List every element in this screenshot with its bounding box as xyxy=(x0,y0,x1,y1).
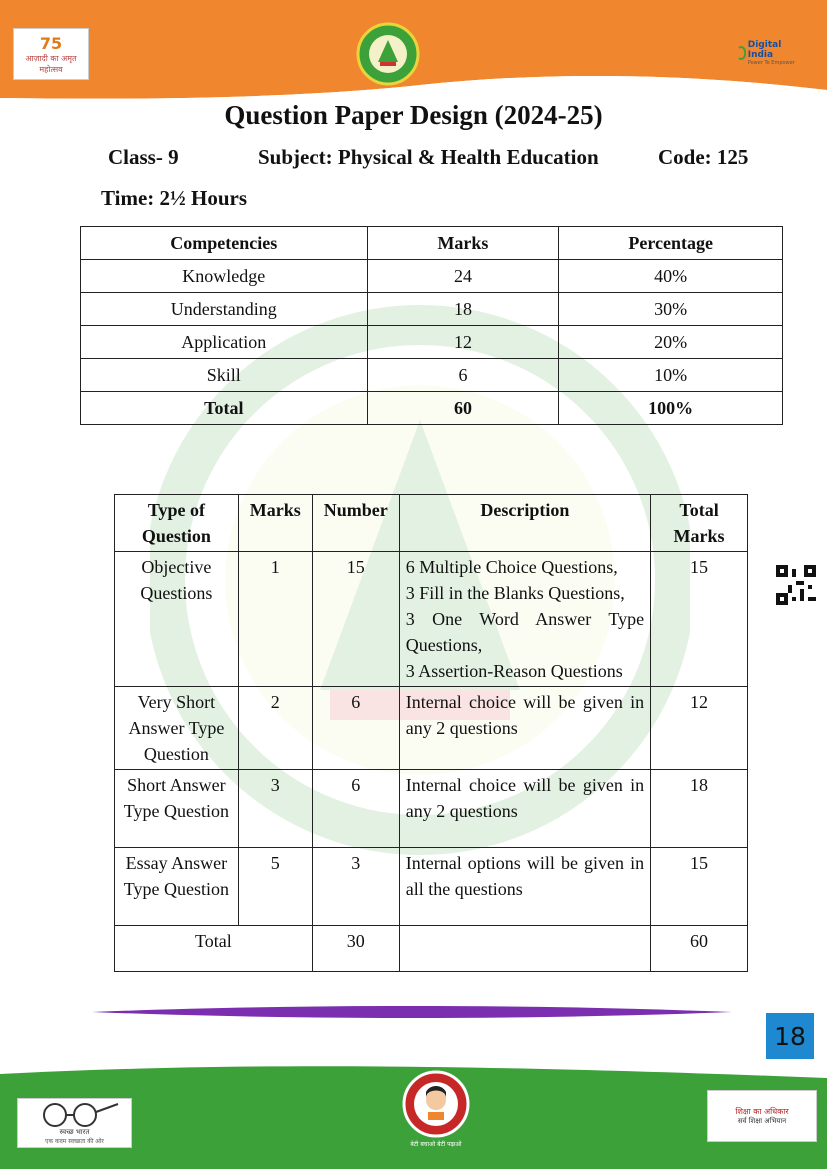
competency-table xyxy=(80,226,783,425)
table-cell: Total xyxy=(81,392,368,425)
decorative-divider xyxy=(92,1002,732,1022)
table-cell: 24 xyxy=(367,260,559,293)
column-header: Marks xyxy=(238,495,312,552)
board-seal-icon xyxy=(356,22,420,86)
table-cell: 30 xyxy=(312,926,399,972)
column-header: Number xyxy=(312,495,399,552)
table-cell: 6 xyxy=(367,359,559,392)
column-header: Competencies xyxy=(81,227,368,260)
swachh-bharat-logo: स्वच्छ भारत एक कदम स्वच्छता की ओर xyxy=(17,1098,132,1148)
table-cell: 6 xyxy=(312,687,399,770)
description-line: 6 Multiple Choice Questions, xyxy=(405,557,618,577)
shiksha-adhikar-logo: शिक्षा का अधिकार सर्व शिक्षा अभियान xyxy=(707,1090,817,1142)
table-row xyxy=(81,260,783,293)
table-cell: Essay Answer Type Question xyxy=(115,848,239,926)
table-cell: 20% xyxy=(559,326,783,359)
azadi-logo: 75 आज़ादी का अमृत महोत्सव xyxy=(13,28,89,80)
table-cell: 15 xyxy=(651,552,748,687)
table-cell: Internal options will be given in all the questions xyxy=(399,848,650,926)
table-row xyxy=(115,770,748,848)
table-cell: Short Answer Type Question xyxy=(115,770,239,848)
description-line: 3 Fill in the Blanks Questions, xyxy=(405,583,625,603)
qr-code-icon xyxy=(776,565,816,605)
table-cell: 5 xyxy=(238,848,312,926)
code-label: Code: 125 xyxy=(658,145,749,169)
description-cell xyxy=(399,552,650,687)
table-cell: 100% xyxy=(559,392,783,425)
column-header: Type of Question xyxy=(115,495,239,552)
digital-india-icon xyxy=(730,42,746,64)
glasses-icon xyxy=(30,1102,120,1128)
table-cell: 18 xyxy=(651,770,748,848)
table-cell: Knowledge xyxy=(81,260,368,293)
table-cell: 3 xyxy=(312,848,399,926)
table-row xyxy=(81,359,783,392)
table-cell: Objective Questions xyxy=(115,552,239,687)
beti-bachao-logo-icon xyxy=(402,1070,470,1138)
table-row xyxy=(81,293,783,326)
page-title: Question Paper Design (2024-25) xyxy=(224,100,603,130)
table-cell: 10% xyxy=(559,359,783,392)
table-cell xyxy=(399,926,650,972)
table-cell: Very Short Answer Type Question xyxy=(115,687,239,770)
column-header: Total Marks xyxy=(651,495,748,552)
table-cell: 60 xyxy=(367,392,559,425)
description-line: 3 Assertion-Reason Questions xyxy=(405,661,623,681)
table-cell: 30% xyxy=(559,293,783,326)
table-cell: 15 xyxy=(312,552,399,687)
table-cell: 15 xyxy=(651,848,748,926)
total-row xyxy=(115,926,748,972)
table-cell: Total xyxy=(115,926,313,972)
table-row xyxy=(115,687,748,770)
table-cell: 12 xyxy=(651,687,748,770)
description-line: 3 One Word Answer Type Questions, xyxy=(405,609,645,655)
table-cell: 3 xyxy=(238,770,312,848)
table-cell: 2 xyxy=(238,687,312,770)
table-cell: Application xyxy=(81,326,368,359)
table-header-row xyxy=(115,495,748,552)
table-row xyxy=(115,552,748,687)
question-type-table xyxy=(114,494,748,972)
table-cell: Skill xyxy=(81,359,368,392)
page-number: 18 xyxy=(766,1013,814,1059)
table-row xyxy=(81,326,783,359)
total-row xyxy=(81,392,783,425)
class-label: Class- 9 xyxy=(108,145,179,169)
time-label: Time: 2½ Hours xyxy=(101,186,248,210)
table-row xyxy=(115,848,748,926)
table-cell: 12 xyxy=(367,326,559,359)
table-cell: 60 xyxy=(651,926,748,972)
table-cell: 18 xyxy=(367,293,559,326)
subject-label: Subject: Physical & Health Education xyxy=(258,145,599,169)
digital-india-logo: Digital India Power To Empower xyxy=(730,36,802,70)
table-header-row xyxy=(81,227,783,260)
table-cell: 6 xyxy=(312,770,399,848)
table-cell: 1 xyxy=(238,552,312,687)
column-header: Description xyxy=(399,495,650,552)
table-cell: Understanding xyxy=(81,293,368,326)
table-cell: Internal choice will be given in any 2 questions xyxy=(399,687,650,770)
beti-bachao-label: बेटी बचाओ बेटी पढ़ाओ xyxy=(410,1141,462,1148)
column-header: Marks xyxy=(367,227,559,260)
table-cell: 40% xyxy=(559,260,783,293)
table-cell: Internal choice will be given in any 2 questions xyxy=(399,770,650,848)
column-header: Percentage xyxy=(559,227,783,260)
